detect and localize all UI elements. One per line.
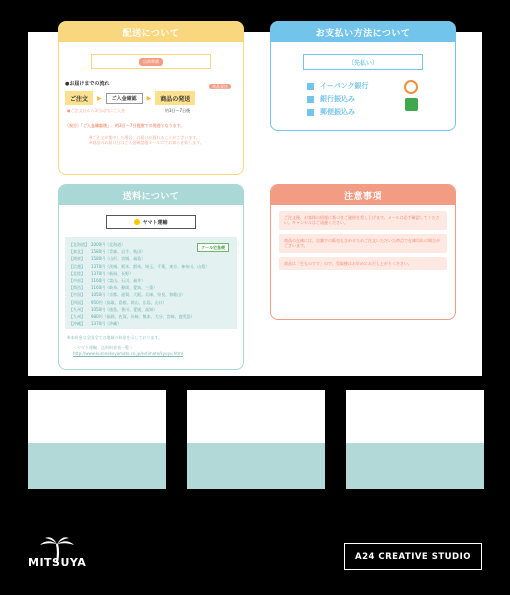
fee-price: 2000円（北海道）	[91, 242, 126, 247]
step3-note: 約3日〜7日後	[165, 108, 191, 113]
fee-price: 1580円（山形、宮城、福島）	[91, 256, 146, 262]
fee-region: 【四国】	[69, 299, 85, 305]
prepaid-label: 〔先払い〕	[303, 54, 423, 70]
fee-price: 1050円（徳島、香川、愛媛、高知）	[91, 306, 158, 312]
thumbnail-2[interactable]	[187, 390, 325, 489]
bullet-icon	[307, 83, 314, 90]
notes-title: 注意事項	[271, 185, 455, 205]
notice-item: ご注文後、お客様の情報に基づきご連絡を差し上げます。メールは必ず確認してください。キャンセルはご遠慮ください。	[279, 211, 447, 230]
brand-logo	[28, 536, 86, 569]
method-postal: 郵便振込み	[320, 108, 355, 116]
fee-row	[69, 313, 233, 320]
arrow-icon: ▶	[97, 94, 102, 102]
fee-row	[69, 270, 233, 277]
fee-row	[69, 284, 233, 291]
fee-table	[65, 237, 237, 329]
notes-panel	[270, 184, 456, 320]
fee-price: 1580円（青森、岩手、秋田）	[91, 249, 146, 255]
fee-region: 【信越】	[69, 263, 85, 269]
fees-panel	[58, 184, 244, 370]
fees-title: 送料について	[59, 185, 243, 205]
fee-price: 950円（鳥取、島根、岡山、広島、山口）	[91, 299, 167, 305]
fee-price: 1160円（富山、石川、福井）	[91, 278, 146, 284]
truck-icon: 出荷準備	[139, 58, 163, 66]
step-order: ご注文	[65, 91, 93, 105]
fee-price: 1370円（新潟、長野）	[91, 270, 134, 276]
studio-label: A24 CREATIVE STUDIO	[344, 543, 482, 570]
bullet-icon	[307, 109, 314, 116]
fee-row	[69, 306, 233, 313]
shipping-note-2: ※商品のお届け日はご入金確認後メールにてお知らせ致します。	[89, 140, 204, 146]
fee-price: 1370円（沖縄）	[91, 321, 122, 327]
method-ebank: イーバンク銀行	[320, 82, 369, 90]
carrier-name: ヤマト運輸	[142, 219, 168, 226]
step-payment: ご入金確認	[106, 93, 143, 104]
brand-name: MITSUYA	[28, 556, 87, 569]
fee-row	[69, 263, 233, 270]
fee-region: 【中部】	[69, 278, 85, 284]
fee-region: 【沖縄】	[69, 321, 85, 327]
fee-row	[69, 320, 233, 327]
shipping-panel	[58, 21, 244, 175]
fees-link[interactable]: http://www.kuronekoyamato.co.jp/estimate/kyuyu.html	[73, 350, 183, 356]
holiday-note: 〈祝日〉「ご入金確認後」、約3日〜7日程度での発送となります。	[65, 123, 185, 129]
flow-title: ●お届けまでの流れ	[65, 81, 110, 87]
fee-region: 【九州】	[69, 306, 85, 312]
postal-logo-icon	[405, 98, 418, 111]
fee-price: 1370円（茨城、栃木、群馬、埼玉、千葉、東京、神奈川、山梨）	[91, 263, 210, 269]
fee-region: 【東北】	[69, 249, 85, 255]
yamato-cat-icon	[134, 219, 140, 225]
fees-link-label: ＜ヤマト運輸：送料料金表一覧＞	[73, 345, 133, 351]
fee-region: 【中国】	[69, 292, 85, 298]
fee-row	[69, 255, 233, 262]
notice-item: 商品は「生ものです」ので、受取後はお早めにお召し上がりください。	[279, 257, 447, 270]
shipping-note-1: ※ご注文が集中した場合、お届けが遅れることがございます。	[89, 134, 201, 140]
notice-item: 商品の在庫には、店舗での販売も含めるためご注文いただいた時点で在庫切れの場合がございます。	[279, 234, 447, 253]
bullet-icon	[307, 96, 314, 103]
payment-methods	[307, 80, 455, 119]
fee-rows	[69, 241, 233, 327]
shipped-badge: 商品発送	[209, 84, 231, 89]
ebank-logo-icon	[404, 80, 418, 94]
arrow-icon: ▶	[146, 94, 152, 102]
fee-price: 1050円（京都、滋賀、大阪、兵庫、奈良、和歌山）	[91, 292, 186, 298]
fee-region: 【北陸】	[69, 270, 85, 276]
shipping-banner-box	[91, 54, 211, 69]
fee-region: 【関東】	[69, 256, 85, 262]
fee-price: 980円（福岡、佐賀、長崎、熊本、大分、宮崎、鹿児島）	[91, 314, 195, 320]
fees-footnote: ※本料金は全国全ての地域の料金を示しております。	[67, 335, 163, 340]
fee-row	[69, 277, 233, 284]
payment-panel	[270, 21, 456, 131]
fee-price: 1160円（岐阜、静岡、愛知、三重）	[91, 285, 158, 291]
fee-region: 【北海道】	[69, 242, 89, 247]
fee-region: 【九州】	[69, 314, 85, 320]
cool-delivery-badge: クール宅急便	[197, 243, 229, 252]
thumbnail-1[interactable]	[28, 390, 166, 489]
method-bank: 銀行振込み	[320, 95, 355, 103]
payment-title: お支払い方法について	[271, 22, 455, 42]
step1-note: ●ご注文日から3日以内にご入金	[67, 108, 126, 113]
fee-row	[69, 291, 233, 298]
thumbnail-3[interactable]	[346, 390, 484, 489]
shipping-title: 配送について	[59, 22, 243, 42]
flow-steps	[65, 91, 243, 105]
step-ship: 商品の発送	[155, 91, 195, 105]
fee-region: 【関西】	[69, 285, 85, 291]
fee-row	[69, 299, 233, 306]
